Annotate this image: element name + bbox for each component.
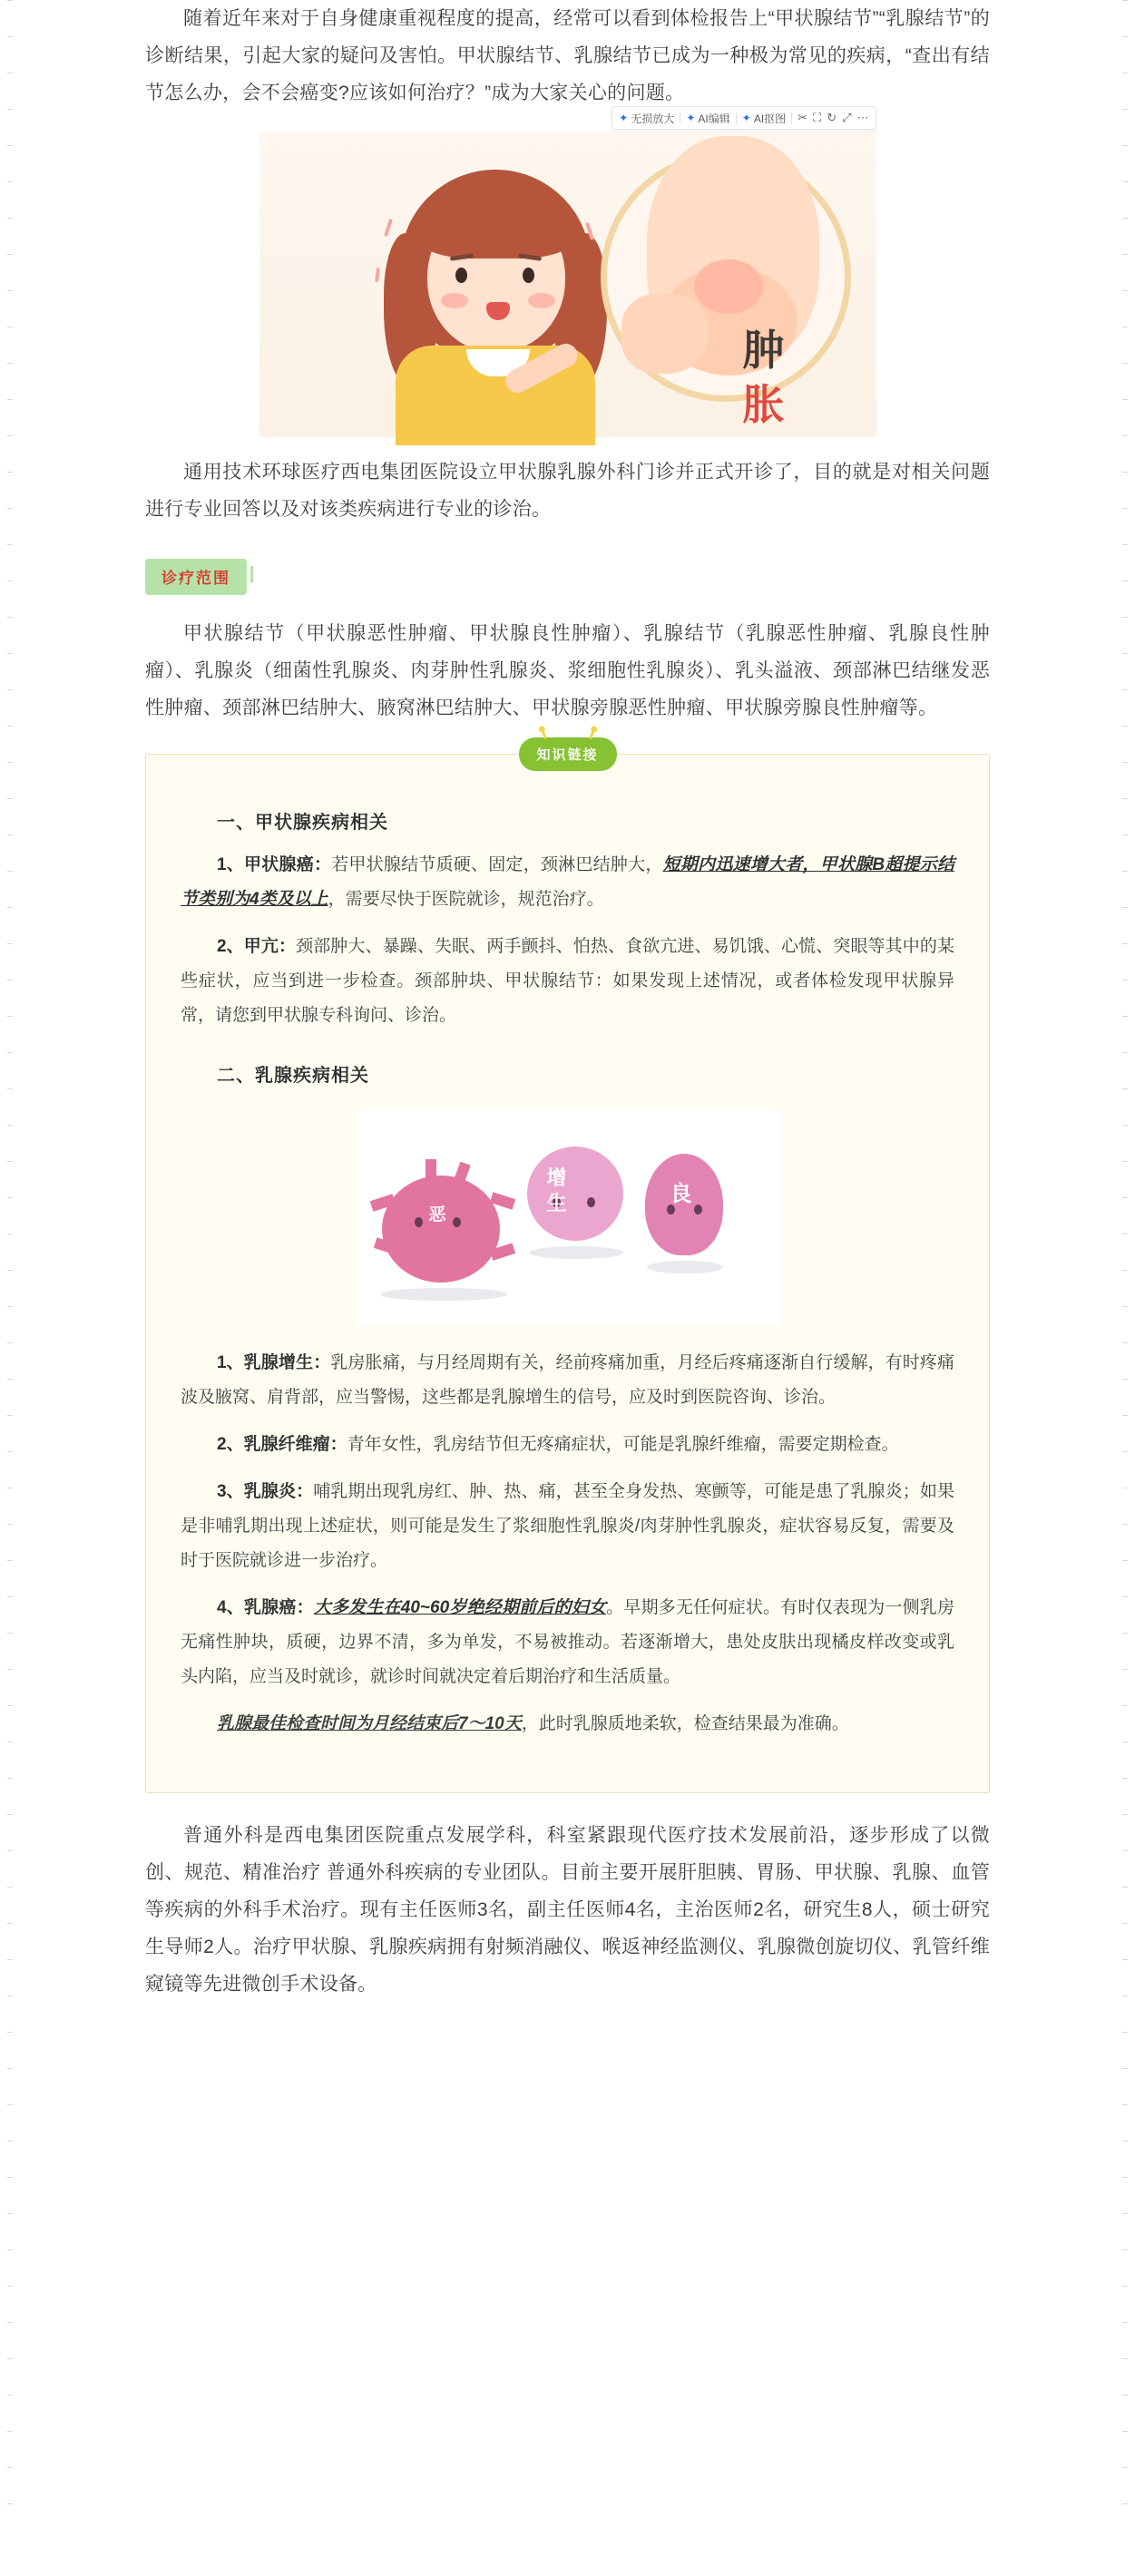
antenna-right-icon <box>589 729 595 739</box>
knowledge-heading-2: 二、乳腺疾病相关 <box>217 1066 369 1086</box>
toolbar-ai-cutout-button[interactable] <box>742 111 786 126</box>
cell-shadow-1 <box>380 1288 507 1301</box>
item-lead: 2、甲亢： <box>217 937 297 956</box>
bubble-hand <box>621 294 709 374</box>
girl-fringe <box>414 188 579 259</box>
cell-label-hyperplasia-2: 生 <box>546 1192 567 1215</box>
item-text-before: 若甲状腺结节质硬、固定，颈淋巴结肿大， <box>331 855 663 874</box>
cell-hyperplasia <box>527 1147 623 1241</box>
crop-icon[interactable]: ✂ <box>797 111 808 124</box>
toolbar-divider-2 <box>736 112 737 124</box>
cell-eye <box>415 1217 423 1227</box>
item-text: 哺乳期出现乳房红、肿、热、痛，甚至全身发热、寒颤等，可能是患了乳腺炎；如果是非哺乳期出现上述症状，则可能是发生了浆细胞性乳腺炎/肉芽肿性乳腺炎，症状容易反复，需要及时于医院就诊进一步治疗。 <box>181 1482 954 1570</box>
cell-eye <box>587 1197 595 1207</box>
knowledge-item-hyperthyroid <box>181 930 954 1033</box>
cell-malignant <box>382 1176 500 1283</box>
toolbar-upscale-button[interactable] <box>619 111 674 126</box>
scope-paragraph: 甲状腺结节（甲状腺恶性肿瘤、甲状腺良性肿瘤）、乳腺结节（乳腺恶性肿瘤、乳腺良性肿瘤）、乳腺炎（细菌性乳腺炎、肉芽肿性乳腺炎、浆细胞性乳腺炎）、乳头溢液、颈部淋巴结继发恶性肿瘤、颈部淋巴结肿大、腋窝淋巴结肿大、甲状腺旁腺恶性肿瘤、甲状腺旁腺良性肿瘤等。 <box>145 623 990 718</box>
intro-paragraph-1: 随着近年来对于自身健康重视程度的提高，经常可以看到体检报告上“甲状腺结节”“乳腺结节”的诊断结果，引起大家的疑问及害怕。甲状腺结节、乳腺结节已成为一种极为常见的疾病，“查出有结节怎么办，会不会癌变?应该如何治疗？”成为大家关心的问题。 <box>145 8 990 103</box>
bubble-text-1: 肿 <box>742 327 785 374</box>
knowledge-box-badge <box>518 737 616 771</box>
sparkle-mark <box>374 268 379 282</box>
girl-cheek-right <box>528 293 555 308</box>
cell-label-benign: 良 <box>670 1182 692 1206</box>
knowledge-item-thyroid-cancer <box>181 848 954 917</box>
item-lead: 3、乳腺炎： <box>217 1482 314 1501</box>
toolbar-ai-edit-button[interactable] <box>686 111 729 126</box>
toolbar-upscale-label: 无损放大 <box>631 112 675 125</box>
sparkle-mark <box>384 219 393 237</box>
item-lead: 1、乳腺增生： <box>217 1353 331 1372</box>
cell-shadow-3 <box>647 1261 723 1273</box>
cell-label-malignant: 恶 <box>428 1205 446 1225</box>
cell-eye <box>453 1217 461 1227</box>
item-lead: 2、乳腺纤维瘤： <box>217 1435 347 1454</box>
girl-eye-right <box>523 268 534 283</box>
knowledge-item-fibroadenoma <box>181 1428 954 1462</box>
cell-shadow-2 <box>529 1246 623 1259</box>
illustration-thyroid-girl <box>259 132 876 437</box>
knowledge-item-mastitis <box>181 1475 954 1578</box>
bubble-nodule <box>694 259 763 314</box>
antenna-left-icon <box>541 729 547 739</box>
item-text: 青年女性，乳房结节但无疼痛症状，可能是乳腺纤维瘤，需要定期检查。 <box>347 1435 899 1454</box>
final-text: ，此时乳腺质地柔软，检查结果最为准确。 <box>521 1714 849 1733</box>
toolbar-ai-edit-label: AI编辑 <box>698 112 730 125</box>
sparkle-icon: ✦ <box>619 112 629 124</box>
zoom-bubble <box>601 151 851 428</box>
item-lead: 1、甲状腺癌： <box>217 855 332 874</box>
toolbar-divider-3 <box>791 112 792 124</box>
knowledge-heading-1: 一、甲状腺疾病相关 <box>217 813 388 833</box>
item-text-after: ，需要尽快于医院就诊，规范治疗。 <box>328 890 604 909</box>
section-tag-scope: 诊疗范围 <box>145 559 247 595</box>
knowledge-final-note <box>181 1707 954 1742</box>
item-text-after: 。早期多无任何症状。有时仅表现为一侧乳房无痛性肿块，质硬，边界不清，多为单发，不易被推动。若逐渐增大，患处皮肤出现橘皮样改变或乳头内陷，应当及时就诊，就诊时间就决定着后期治疗和生活质量。 <box>181 1598 954 1686</box>
rotate-icon[interactable]: ↻ <box>827 111 837 124</box>
item-text: 乳房胀痛，与月经周期有关，经前疼痛加重，月经后疼痛逐渐自行缓解，有时疼痛波及腋窝、肩背部，应当警惕，这些都是乳腺增生的信号，应及时到医院咨询、诊治。 <box>181 1353 954 1407</box>
more-icon[interactable]: ⋯ <box>856 111 869 124</box>
final-underline: 乳腺最佳检查时间为月经结束后7～10天 <box>217 1714 522 1733</box>
item-lead: 4、乳腺癌： <box>217 1598 314 1617</box>
girl-cheek-left <box>441 293 468 308</box>
item-underline: 大多发生在40~60岁绝经期前后的妇女 <box>313 1598 607 1617</box>
cell-label-hyperplasia-1: 增 <box>546 1166 567 1189</box>
section-tag-wrapper <box>145 559 990 595</box>
intro-paragraph-2: 通用技术环球医疗西电集团医院设立甲状腺乳腺外科门诊并正式开诊了，目的就是对相关问题进行专业回答以及对该类疾病进行专业的诊治。 <box>145 462 990 520</box>
resize-icon[interactable]: ⤢ <box>842 111 852 124</box>
bubble-text-2: 胀 <box>742 381 785 428</box>
ai-icon: ✦ <box>741 112 751 124</box>
illustration-card-1 <box>259 111 876 437</box>
item-underline: 短期内迅速增大者，甲状腺B超提示结节类别为4类及以上 <box>181 855 954 909</box>
image-toolbar[interactable] <box>612 106 876 130</box>
illustration-breast-cells <box>355 1110 781 1326</box>
knowledge-item-breast-cancer <box>181 1591 954 1694</box>
knowledge-item-hyperplasia <box>181 1346 954 1415</box>
girl-eye-left <box>455 268 467 283</box>
knowledge-box <box>145 747 990 1793</box>
cell-eye <box>694 1205 702 1215</box>
toolbar-ai-cutout-label: AI抠图 <box>753 112 787 125</box>
knowledge-box-badge-label: 知识链接 <box>536 747 599 763</box>
ai-icon: ✦ <box>686 112 696 124</box>
item-text: 颈部肿大、暴躁、失眠、两手颤抖、怕热、食欲亢进、易饥饿、心慌、突眼等其中的某些症状，应当到进一步检查。颈部肿块、甲状腺结节：如果发现上述情况，或者体检发现甲状腺异常，请您到甲状腺专科询问、诊治。 <box>181 937 954 1025</box>
fullscreen-icon[interactable]: ⛶ <box>813 111 822 124</box>
tail-paragraph: 普通外科是西电集团医院重点发展学科，科室紧跟现代医疗技术发展前沿，逐步形成了以微创、规范、精准治疗 普通外科疾病的专业团队。目前主要开展肝胆胰、胃肠、甲状腺、乳腺、血管等疾病的外科手术治疗。现有主任医师3名，副主任医师4名，主治医师2名，研究生8人，硕士研究生导师2人。治疗甲状腺、乳腺疾病拥有射频消融仪、喉返神经监测仪、乳腺微创旋切仪、乳管纤维窥镜等先进微创手术设备。 <box>145 1825 990 1995</box>
